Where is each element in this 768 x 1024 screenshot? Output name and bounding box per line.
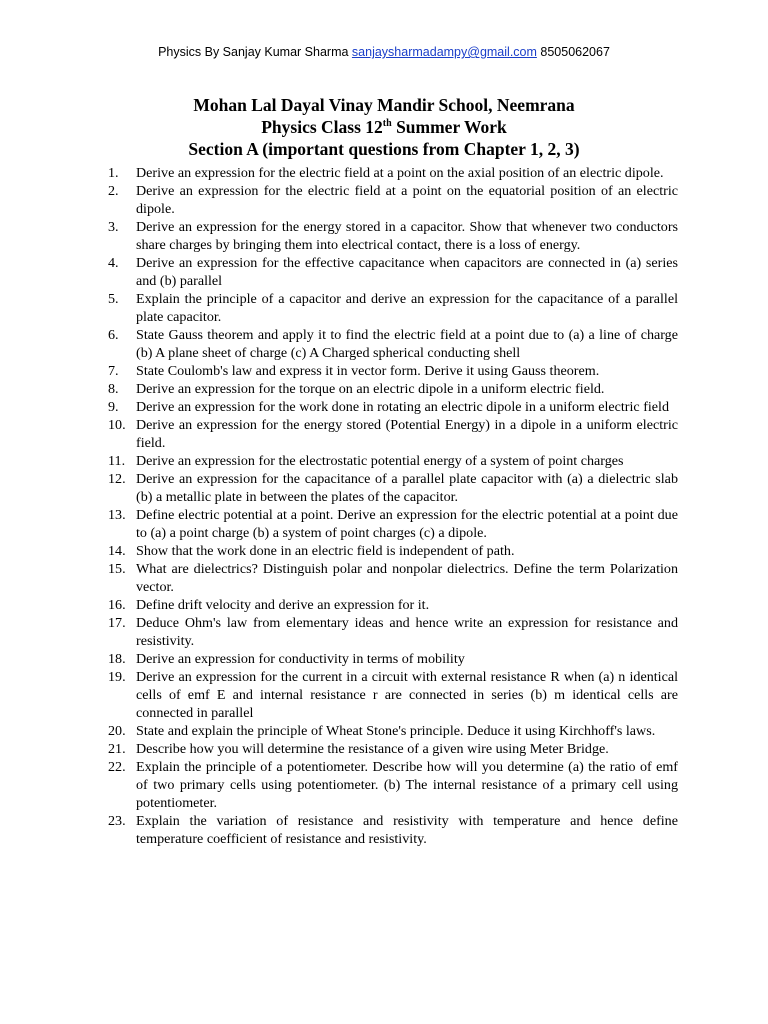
question-number: 16. [108,597,126,613]
question-number: 2. [108,183,119,199]
class-title [0,116,768,138]
question-text: Derive an expression for the electric field at a point on the axial position of an electric dipole. [136,165,664,181]
question-number: 8. [108,381,119,397]
question-text: Define drift velocity and derive an expression for it. [136,597,430,613]
question-item [108,506,678,542]
class-title-prefix: Physics Class 12 [261,117,383,137]
question-number: 7. [108,363,119,379]
question-number: 6. [108,327,119,343]
question-number: 20. [108,723,126,739]
question-text: Derive an expression for the electric field at a point on the equatorial position of an electric dipole. [136,183,678,217]
question-item [108,560,678,596]
question-text: Derive an expression for the work done in rotating an electric dipole in a uniform electric field [136,399,670,415]
question-number: 14. [108,543,126,559]
question-item [108,182,678,218]
question-number: 4. [108,255,119,271]
question-number: 12. [108,471,126,487]
question-text: State Gauss theorem and apply it to find the electric field at a point due to (a) a line of charge (b) A plane sheet of charge (c) A Charged spherical conducting shell [136,327,678,361]
question-number: 22. [108,759,126,775]
question-text: Derive an expression for the electrostatic potential energy of a system of point charges [136,453,624,469]
question-item [108,398,678,416]
question-number: 13. [108,507,126,523]
question-text: What are dielectrics? Distinguish polar and nonpolar dielectrics. Define the term Polarization vector. [136,561,678,595]
question-item [108,542,678,560]
question-text: Derive an expression for the torque on an electric dipole in a uniform electric field. [136,381,605,397]
question-number: 19. [108,669,126,685]
question-item [108,758,678,812]
question-number: 5. [108,291,119,307]
question-item [108,470,678,506]
question-item [108,362,678,380]
question-number: 18. [108,651,126,667]
question-item [108,722,678,740]
page-header [0,45,768,59]
question-text: Explain the principle of a potentiometer. Describe how will you determine (a) the ratio of emf of two primary cells using potentiometer. (b) The internal resistance of a primary cell using potentiometer. [136,759,678,811]
question-number: 3. [108,219,119,235]
question-list [108,164,678,848]
email-link[interactable]: sanjaysharmadampy@gmail.com [351,45,537,59]
question-item [108,416,678,452]
question-item [108,614,678,650]
question-item [108,812,678,848]
question-number: 17. [108,615,126,631]
question-text: Derive an expression for the energy stored (Potential Energy) in a dipole in a uniform electric field. [136,417,678,451]
question-text: State Coulomb's law and express it in vector form. Derive it using Gauss theorem. [136,363,600,379]
question-number: 9. [108,399,119,415]
question-text: Define electric potential at a point. Derive an expression for the electric potential at a point due to (a) a point charge (b) a system of point charges (c) a dipole. [136,507,678,541]
question-number: 1. [108,165,119,181]
phone-number: 8505062067 [540,45,610,59]
author-text: Physics By Sanjay Kumar Sharma [158,45,349,59]
title-block [0,94,768,160]
question-item [108,650,678,668]
question-item [108,290,678,326]
question-item [108,380,678,398]
question-text: Derive an expression for the current in a circuit with external resistance R when (a) n identical cells of emf E and internal resistance r are connected in series (b) m identical cells are connected in parallel [136,669,678,721]
question-number: 11. [108,453,126,469]
question-number: 23. [108,813,126,829]
question-text: Derive an expression for the effective capacitance when capacitors are connected in (a) series and (b) parallel [136,255,678,289]
question-item [108,740,678,758]
class-title-suffix: Summer Work [391,117,507,137]
question-number: 15. [108,561,126,577]
question-text: Explain the principle of a capacitor and derive an expression for the capacitance of a parallel plate capacitor. [136,291,678,325]
question-item [108,218,678,254]
question-text: Derive an expression for the capacitance of a parallel plate capacitor with (a) a dielectric slab (b) a metallic plate in between the plates of the capacitor. [136,471,678,505]
class-title-superscript: th [382,118,392,130]
question-item [108,668,678,722]
question-item [108,452,678,470]
school-title: Mohan Lal Dayal Vinay Mandir School, Neemrana [193,95,575,115]
question-item [108,326,678,362]
question-item [108,254,678,290]
question-item [108,164,678,182]
question-number: 21. [108,741,126,757]
question-text: Describe how you will determine the resistance of a given wire using Meter Bridge. [136,741,609,757]
question-text: State and explain the principle of Wheat Stone's principle. Deduce it using Kirchhoff's laws. [136,723,656,739]
question-text: Deduce Ohm's law from elementary ideas and hence write an expression for resistance and resistivity. [136,615,678,649]
question-text: Show that the work done in an electric field is independent of path. [136,543,515,559]
section-title: Section A (important questions from Chapter 1, 2, 3) [188,139,580,159]
question-number: 10. [108,417,126,433]
question-item [108,596,678,614]
question-text: Explain the variation of resistance and resistivity with temperature and hence define temperature coefficient of resistance and resistivity. [136,813,678,847]
question-text: Derive an expression for the energy stored in a capacitor. Show that whenever two conductors share charges by bringing them into electrical contact, there is a loss of energy. [136,219,678,253]
question-text: Derive an expression for conductivity in terms of mobility [136,651,465,667]
